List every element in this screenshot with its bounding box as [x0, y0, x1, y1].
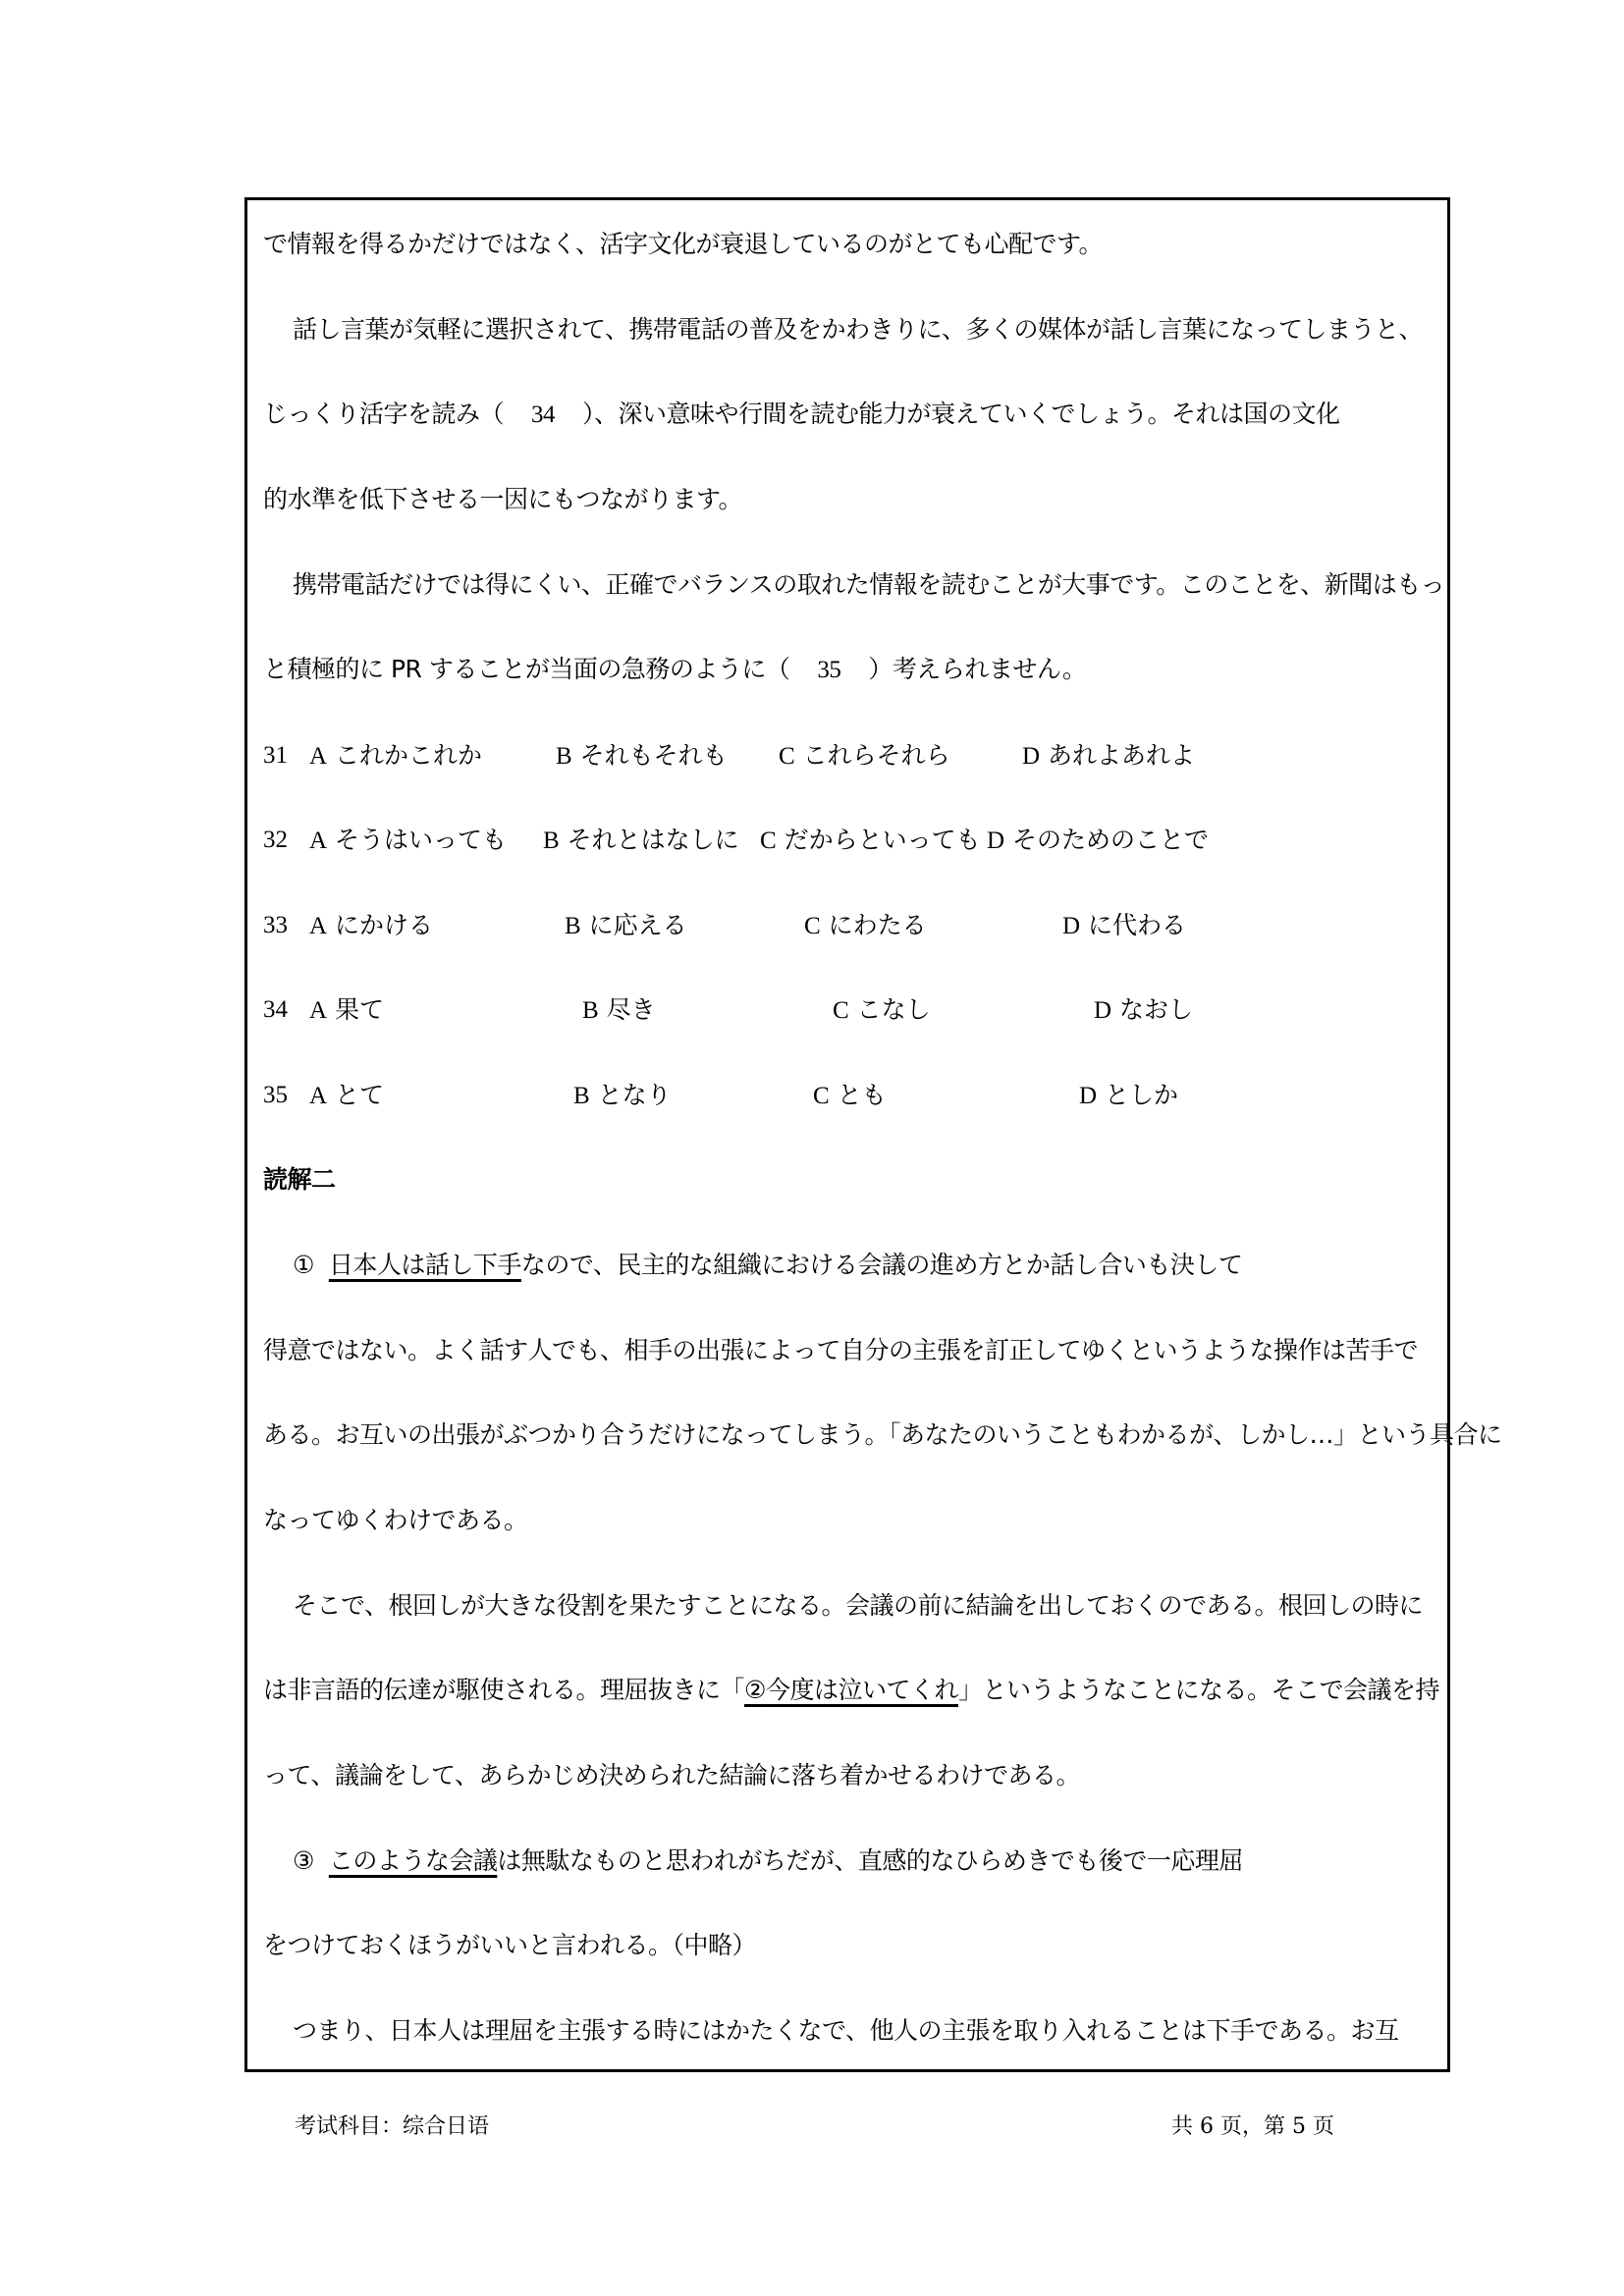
question-number: 33 — [263, 912, 288, 938]
underlined-phrase-1: 日本人は話し下手 — [328, 1251, 521, 1279]
option-c[interactable]: C にわたる — [804, 911, 927, 939]
passage-line: そこで、根回しが大きな役割を果たすことになる。会議の前に結論を出しておくのである。根回しの時に — [293, 1591, 1424, 1620]
passage-line: 話し言葉が気軽に選択されて、携帯電話の普及をかわきりに、多くの媒体が話し言葉になってしまうと、 — [293, 315, 1424, 344]
question-34 — [263, 995, 1441, 1025]
passage-line: 携帯電話だけでは得にくい、正確でバランスの取れた情報を読むことが大事です。このことを、新聞はもっ — [293, 570, 1445, 599]
underlined-phrase-3: このような会議 — [328, 1846, 498, 1875]
option-b[interactable]: B に応える — [565, 911, 687, 939]
option-a[interactable]: A にかける — [309, 911, 434, 939]
option-c[interactable]: C これらそれら — [779, 741, 950, 770]
passage-line — [293, 1251, 1242, 1280]
option-a[interactable]: A そうはいっても — [309, 826, 508, 854]
option-b[interactable]: B それもそれも — [556, 741, 728, 770]
blank-number: 35 — [817, 657, 841, 683]
text: と積極的に PR することが当面の急務のように（ — [263, 655, 790, 683]
option-d[interactable]: D そのためのことで — [987, 826, 1210, 854]
passage-line: 的水準を低下させる一因にもつながります。 — [263, 485, 743, 513]
page-info: 共 6 页，第 5 页 — [1171, 2114, 1334, 2139]
question-35 — [263, 1081, 1441, 1110]
option-d[interactable]: D あれよあれよ — [1022, 741, 1196, 770]
passage-line: つまり、日本人は理屈を主張する時にはかたくなで、他人の主張を取り入れることは下手である。お互 — [293, 2016, 1399, 2045]
text: 」というようなことになる。そこで会議を持 — [957, 1676, 1439, 1704]
text: ）考えられません。 — [868, 655, 1087, 683]
exam-subject: 考试科目：综合日语 — [295, 2114, 490, 2139]
text: じっくり活字を読み（ — [263, 400, 505, 428]
option-a[interactable]: A とて — [309, 1081, 385, 1109]
blank-number: 34 — [531, 401, 556, 428]
marker-2: ② — [744, 1676, 766, 1704]
question-32 — [263, 826, 1441, 855]
text: は非言語的伝達が駆使される。理屈抜きに「 — [263, 1676, 745, 1704]
marker-3: ③ — [293, 1846, 314, 1875]
marker-1: ① — [293, 1251, 314, 1279]
option-b[interactable]: B それとはなしに — [543, 826, 739, 854]
option-c[interactable]: C だからといっても — [760, 826, 981, 854]
question-number: 32 — [263, 827, 288, 853]
passage-line: をつけておくほうがいいと言われる。（中略） — [263, 1931, 757, 1959]
passage-line-with-blank-34 — [263, 400, 1340, 430]
text: ）、深い意味や行間を読む能力が衰えていくでしょう。それは国の文化 — [582, 400, 1340, 428]
option-b[interactable]: B 尽き — [582, 995, 656, 1024]
question-33 — [263, 911, 1441, 940]
passage-line: ある。お互いの出張がぶつかり合うだけになってしまう。「あなたのいうこともわかるが、しかし…」という具合に — [263, 1420, 1502, 1449]
passage-line — [293, 1846, 1243, 1876]
option-c[interactable]: C とも — [813, 1081, 887, 1109]
text: は無駄なものと思われがちだが、直感的なひらめきでも後で一応理屈 — [497, 1846, 1243, 1875]
option-a[interactable]: A 果て — [309, 995, 385, 1024]
passage-line-with-blank-35 — [263, 655, 1086, 685]
option-a[interactable]: A これかこれか — [309, 741, 483, 770]
passage-line — [263, 1676, 1439, 1705]
passage-line: なってゆくわけである。 — [263, 1506, 528, 1534]
exam-content-frame — [244, 197, 1502, 2072]
passage-line: 得意ではない。よく話す人でも、相手の出張によって自分の主張を訂正してゆくというような操作は苦手で — [263, 1336, 1419, 1364]
underlined-phrase-2: ②今度は泣いてくれ — [744, 1676, 958, 1704]
passage-line: で情報を得るかだけではなく、活字文化が衰退しているのがとても心配です。 — [263, 230, 1104, 258]
section-heading: 読解二 — [263, 1165, 336, 1194]
option-d[interactable]: D なおし — [1094, 995, 1194, 1024]
text: なので、民主的な組織における会議の進め方とか話し合いも決して — [520, 1251, 1243, 1279]
option-b[interactable]: B となり — [573, 1081, 672, 1109]
question-number: 31 — [263, 742, 288, 769]
question-number: 35 — [263, 1082, 288, 1108]
option-c[interactable]: C こなし — [833, 995, 931, 1024]
question-number: 34 — [263, 996, 288, 1023]
question-31 — [263, 741, 1441, 771]
option-d[interactable]: D としか — [1079, 1081, 1179, 1109]
passage-line: って、議論をして、あらかじめ決められた結論に落ち着かせるわけである。 — [263, 1761, 1081, 1789]
option-d[interactable]: D に代わる — [1062, 911, 1187, 939]
